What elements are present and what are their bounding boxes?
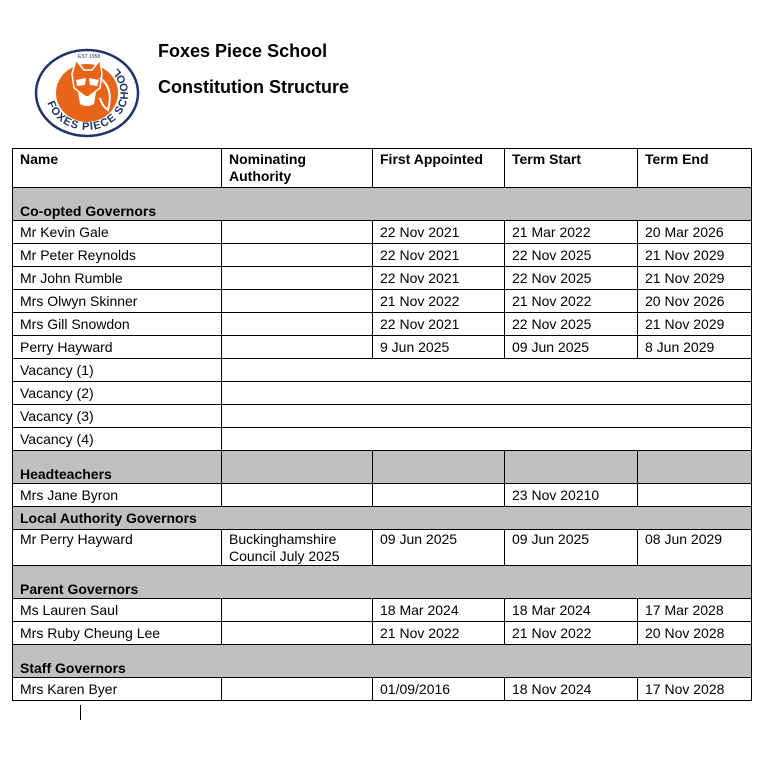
text-cursor xyxy=(80,705,81,720)
section-title: Co-opted Governors xyxy=(13,188,752,221)
cell-authority xyxy=(222,336,373,359)
cell-first-appointed xyxy=(373,484,505,507)
cell-authority xyxy=(222,599,373,622)
table-row xyxy=(13,678,752,701)
logo-ring-text: FOXES PIECE SCHOOL xyxy=(44,65,132,134)
cell-term-end: 20 Nov 2028 xyxy=(638,622,752,645)
logo-est-text: EST 1958 xyxy=(78,54,101,60)
cell-term-start: 23 Nov 20210 xyxy=(505,484,638,507)
cell-first-appointed: 9 Jun 2025 xyxy=(373,336,505,359)
vacancy-row xyxy=(13,359,752,382)
cell-term-start: 22 Nov 2025 xyxy=(505,267,638,290)
vacancy-row xyxy=(13,382,752,405)
column-header-term-start: Term Start xyxy=(505,149,638,188)
cell-term-end: 20 Nov 2026 xyxy=(638,290,752,313)
cell-name: Ms Lauren Saul xyxy=(13,599,222,622)
cell-authority xyxy=(222,267,373,290)
cell-term-start: 18 Nov 2024 xyxy=(505,678,638,701)
cell-name: Perry Hayward xyxy=(13,336,222,359)
cell-term-end: 21 Nov 2029 xyxy=(638,267,752,290)
section-header-row xyxy=(13,645,752,678)
cell-first-appointed: 22 Nov 2021 xyxy=(373,267,505,290)
cell-name: Vacancy (2) xyxy=(13,382,222,405)
cell-empty xyxy=(373,451,505,484)
cell-empty xyxy=(505,451,638,484)
cell-term-end: 20 Mar 2026 xyxy=(638,221,752,244)
cell-name: Mrs Gill Snowdon xyxy=(13,313,222,336)
cell-first-appointed: 21 Nov 2022 xyxy=(373,290,505,313)
cell-name: Mr Peter Reynolds xyxy=(13,244,222,267)
cell-first-appointed: 22 Nov 2021 xyxy=(373,244,505,267)
table-row xyxy=(13,221,752,244)
section-title: Headteachers xyxy=(13,451,222,484)
column-header-name: Name xyxy=(13,149,222,188)
cell-first-appointed: 22 Nov 2021 xyxy=(373,221,505,244)
cell-term-start: 22 Nov 2025 xyxy=(505,313,638,336)
section-title: Local Authority Governors xyxy=(13,507,752,530)
table-row xyxy=(13,313,752,336)
school-name: Foxes Piece School xyxy=(158,41,328,61)
cell-first-appointed: 09 Jun 2025 xyxy=(373,530,505,566)
cell-first-appointed: 22 Nov 2021 xyxy=(373,313,505,336)
table-row xyxy=(13,336,752,359)
section-header-row xyxy=(13,566,752,599)
cell-name: Mr Kevin Gale xyxy=(13,221,222,244)
cell-name: Mrs Karen Byer xyxy=(13,678,222,701)
vacancy-row xyxy=(13,405,752,428)
cell-name: Mr Perry Hayward xyxy=(13,530,222,566)
cell-empty xyxy=(638,451,752,484)
cell-authority xyxy=(222,484,373,507)
cell-term-start: 21 Nov 2022 xyxy=(505,622,638,645)
cell-term-end: 08 Jun 2029 xyxy=(638,530,752,566)
cell-name: Mr John Rumble xyxy=(13,267,222,290)
table-row xyxy=(13,244,752,267)
governors-table xyxy=(12,148,752,701)
cell-name: Mrs Jane Byron xyxy=(13,484,222,507)
section-header-row xyxy=(13,507,752,530)
cell-term-end: 17 Nov 2028 xyxy=(638,678,752,701)
cell-term-start: 18 Mar 2024 xyxy=(505,599,638,622)
table-row xyxy=(13,622,752,645)
cell-name: Vacancy (3) xyxy=(13,405,222,428)
cell-empty xyxy=(222,428,752,451)
cell-term-end: 21 Nov 2029 xyxy=(638,313,752,336)
cell-term-start: 09 Jun 2025 xyxy=(505,530,638,566)
cell-term-start: 21 Nov 2022 xyxy=(505,290,638,313)
cell-empty xyxy=(222,382,752,405)
cell-name: Mrs Olwyn Skinner xyxy=(13,290,222,313)
cell-term-start: 22 Nov 2025 xyxy=(505,244,638,267)
cell-name: Vacancy (1) xyxy=(13,359,222,382)
school-logo xyxy=(34,48,140,138)
section-title: Parent Governors xyxy=(13,566,752,599)
table-row xyxy=(13,484,752,507)
vacancy-row xyxy=(13,428,752,451)
cell-first-appointed: 21 Nov 2022 xyxy=(373,622,505,645)
section-header-row xyxy=(13,188,752,221)
table-header-row xyxy=(13,149,752,188)
cell-empty xyxy=(222,405,752,428)
cell-term-end: 21 Nov 2029 xyxy=(638,244,752,267)
column-header-term-end: Term End xyxy=(638,149,752,188)
cell-authority xyxy=(222,313,373,336)
table-row xyxy=(13,599,752,622)
column-header-nominating-authority: Nominating Authority xyxy=(222,149,373,188)
cell-authority xyxy=(222,622,373,645)
cell-term-start: 21 Mar 2022 xyxy=(505,221,638,244)
cell-first-appointed: 01/09/2016 xyxy=(373,678,505,701)
column-header-first-appointed: First Appointed xyxy=(373,149,505,188)
cell-term-end xyxy=(638,484,752,507)
fox-crest-icon xyxy=(34,48,140,138)
cell-authority xyxy=(222,290,373,313)
section-header-row xyxy=(13,451,752,484)
table-row xyxy=(13,290,752,313)
cell-empty xyxy=(222,451,373,484)
cell-term-end: 17 Mar 2028 xyxy=(638,599,752,622)
document-title: Constitution Structure xyxy=(158,77,349,97)
cell-name: Vacancy (4) xyxy=(13,428,222,451)
section-title: Staff Governors xyxy=(13,645,752,678)
cell-name: Mrs Ruby Cheung Lee xyxy=(13,622,222,645)
cell-authority xyxy=(222,244,373,267)
cell-first-appointed: 18 Mar 2024 xyxy=(373,599,505,622)
cell-authority: Buckinghamshire Council July 2025 xyxy=(222,530,373,566)
cell-term-end: 8 Jun 2029 xyxy=(638,336,752,359)
cell-empty xyxy=(222,359,752,382)
table-row xyxy=(13,267,752,290)
table-row xyxy=(13,530,752,566)
cell-term-start: 09 Jun 2025 xyxy=(505,336,638,359)
cell-authority xyxy=(222,221,373,244)
cell-authority xyxy=(222,678,373,701)
